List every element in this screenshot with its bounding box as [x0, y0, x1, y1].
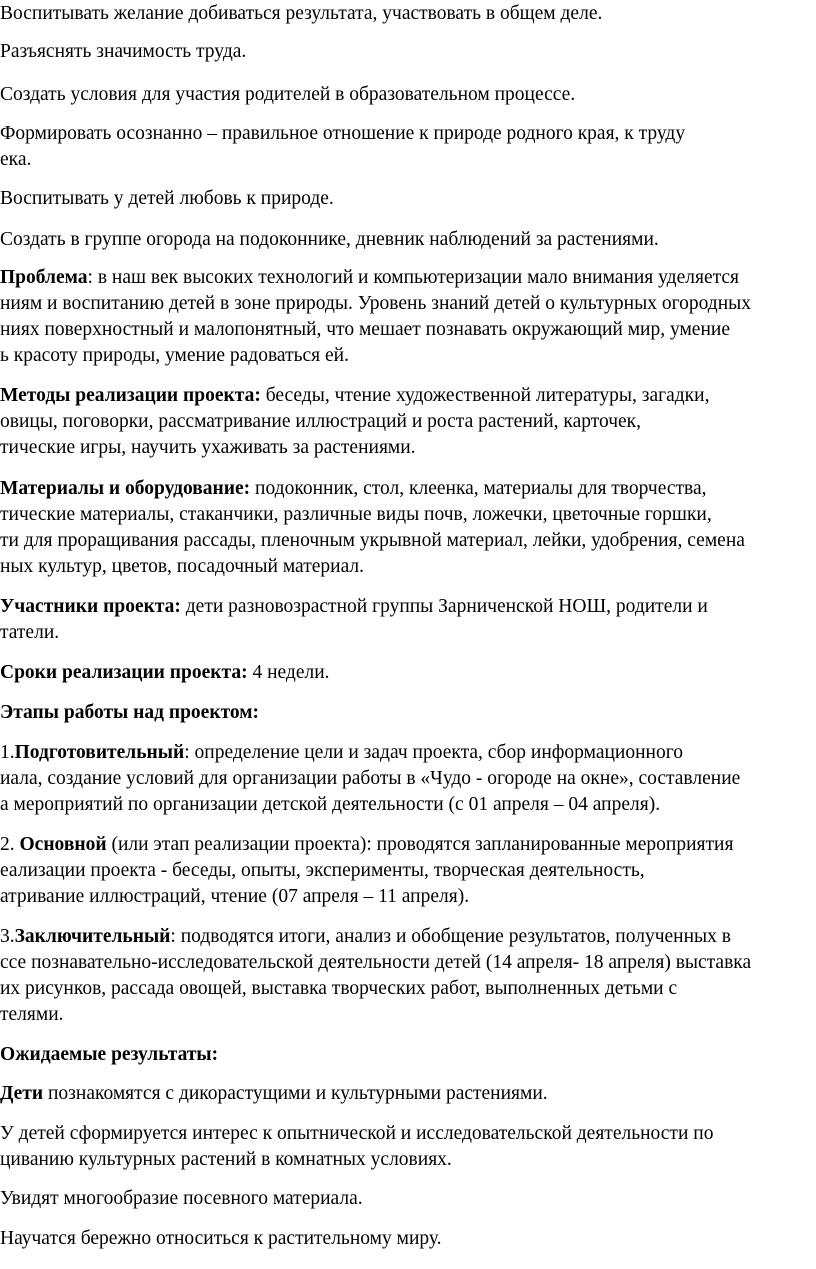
text-line: телями. — [0, 1004, 64, 1025]
text-line: ниям и воспитанию детей в зоне природы. Уровень знаний детей о культурных огородных — [0, 293, 751, 314]
text-line: ссе познавательно-исследовательской деятельности детей (14 апреля- 18 апреля) выставка — [0, 952, 752, 973]
text-line: Увидят многообразие посевного материала. — [0, 1188, 363, 1209]
text-line: Разъяснять значимость труда. — [0, 41, 247, 62]
participants-heading-line: Участники проекта: дети разновозрастной группы Зарниченской НОШ, родители и — [0, 596, 708, 617]
timeline-heading-line: Сроки реализации проекта: 4 недели. — [0, 662, 330, 683]
text-line: атривание иллюстраций, чтение (07 апреля – 11 апреля). — [0, 886, 470, 907]
text-line: ти для проращивания рассады, пленочным укрывной материал, лейки, удобрения, семена — [0, 530, 745, 551]
text-line: а мероприятий по организации детской деятельности (с 01 апреля – 04 апреля). — [0, 794, 661, 815]
text-line: татели. — [0, 622, 60, 643]
text-line: их рисунков, рассада овощей, выставка творческих работ, выполненных детьми с — [0, 978, 678, 999]
text-line: тические материалы, стаканчики, различные виды почв, ложечки, цветочные горшки, — [0, 504, 712, 525]
text-line: ниях поверхностный и малопонятный, что мешает познавать окружающий мир, умение — [0, 319, 730, 340]
text-line: циванию культурных растений в комнатных условиях. — [0, 1149, 452, 1170]
text-line: ека. — [0, 149, 32, 170]
materials-heading-line: Материалы и оборудование: подоконник, стол, клеенка, материалы для творчества, — [0, 478, 707, 499]
text-line: Формировать осознанно – правильное отношение к природе родного края, к труду — [0, 123, 686, 144]
methods-heading-line: Методы реализации проекта: беседы, чтение художественной литературы, загадки, — [0, 385, 710, 406]
text-line: еализации проекта - беседы, опыты, эксперименты, творческая деятельность, — [0, 860, 645, 881]
text-line: иала, создание условий для организации работы в «Чудо - огороде на окне», составление — [0, 768, 741, 789]
stage-2-line: 2. Основной (или этап реализации проекта): проводятся запланированные мероприятия — [0, 834, 734, 855]
text-line: овицы, поговорки, рассматривание иллюстраций и роста растений, карточек, — [0, 411, 642, 432]
stage-1-line: 1.Подготовительный: определение цели и задач проекта, сбор информационного — [0, 742, 683, 763]
text-line: Создать условия для участия родителей в образовательном процессе. — [0, 84, 576, 105]
text-line: Научатся бережно относиться к растительному миру. — [0, 1228, 442, 1249]
problem-heading-line: Проблема: в наш век высоких технологий и компьютеризации мало внимания уделяется — [0, 267, 739, 288]
text-line: Воспитывать у детей любовь к природе. — [0, 188, 334, 209]
text-line: Создать в группе огорода на подоконнике, дневник наблюдений за растениями. — [0, 229, 659, 250]
text-line: Воспитывать желание добиваться результата, участвовать в общем деле. — [0, 3, 603, 24]
text-line: У детей сформируется интерес к опытнической и исследовательской деятельности по — [0, 1123, 714, 1144]
children-results-line: Дети познакомятся с дикорастущими и культурными растениями. — [0, 1083, 548, 1104]
results-heading-line: Ожидаемые результаты: — [0, 1044, 219, 1065]
stage-3-line: 3.Заключительный: подводятся итоги, анализ и обобщение результатов, полученных в — [0, 926, 731, 947]
stages-heading-line: Этапы работы над проектом: — [0, 702, 260, 723]
text-line: ь красоту природы, умение радоваться ей. — [0, 345, 349, 366]
text-line: ных культур, цветов, посадочный материал. — [0, 556, 364, 577]
text-line: тические игры, научить ухаживать за растениями. — [0, 437, 416, 458]
